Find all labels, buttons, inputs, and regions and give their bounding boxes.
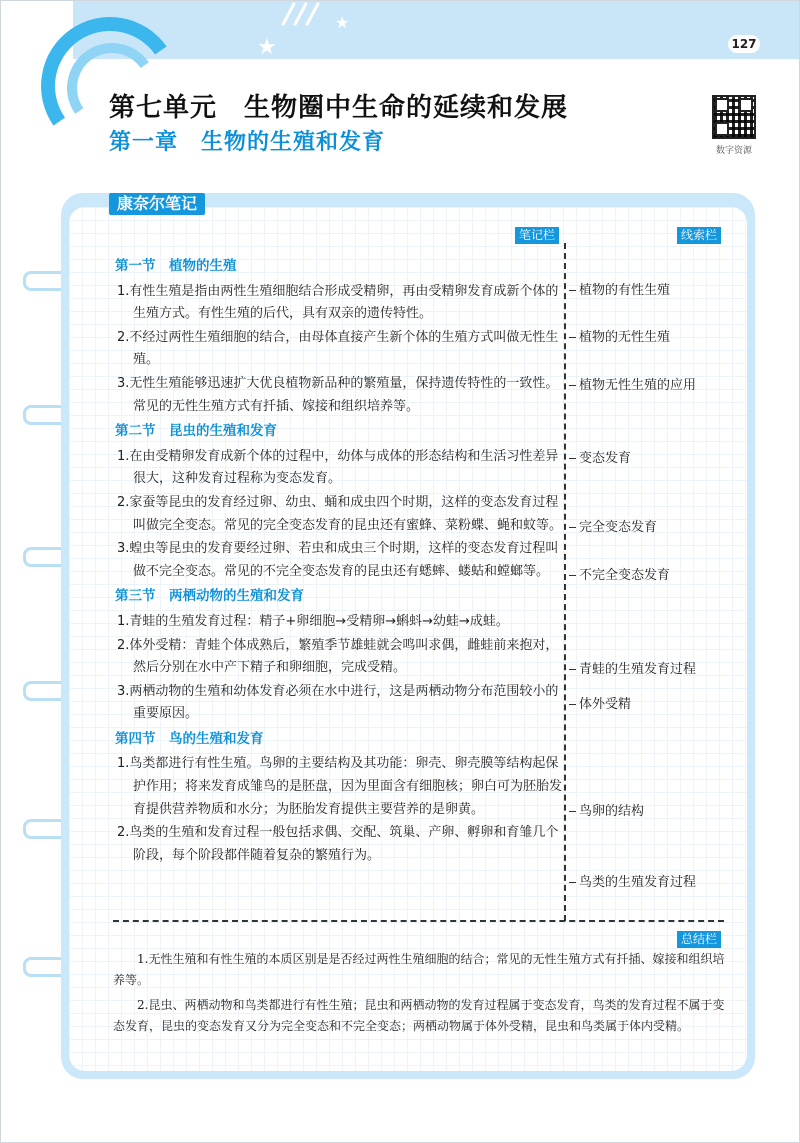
clue-item: 植物的有性生殖: [569, 279, 670, 298]
notes-column: [113, 253, 565, 868]
qr-code-icon[interactable]: [712, 95, 756, 139]
notes-column-label: 笔记栏: [515, 227, 559, 244]
star-icon: ★: [257, 35, 277, 60]
qr-label: 数字资源: [715, 146, 752, 156]
page-number: 127: [728, 35, 760, 53]
note-item: 1.鸟类都进行有性生殖。鸟卵的主要结构及其功能：卵壳、卵壳膜等结构起保护作用；将来发育成雏鸟的是胚盘，因为里面含有细胞核；卵白可为胚胎发育提供营养物质和水分；为胚胎发育提供主要营养的是卵黄。: [117, 756, 563, 817]
note-item: 3.蝗虫等昆虫的发育要经过卵、若虫和成虫三个时期，这样的变态发育过程叫做不完全变态。常见的不完全变态发育的昆虫还有蟋蟀、蝼蛄和螳螂等。: [117, 541, 559, 579]
clue-item: 不完全变态发育: [569, 564, 670, 583]
clue-item: 体外受精: [569, 693, 631, 712]
note-item: 2.体外受精：青蛙个体成熟后，繁殖季节雄蛙就会鸣叫求偶，雌蛙前来抱对，然后分别在水中产下精子和卵细胞，完成受精。: [117, 637, 559, 676]
header-band: [73, 1, 800, 59]
note-item: 2.不经过两性生殖细胞的结合，由母体直接产生新个体的生殖方式叫做无性生殖。: [117, 329, 559, 368]
note-item: 1.有性生殖是指由两性生殖细胞结合形成受精卵，再由受精卵发育成新个体的生殖方式。有性生殖的后代，具有双亲的遗传特性。: [117, 283, 559, 322]
note-item: 2.鸟类的生殖和发育过程一般包括求偶、交配、筑巢、产卵、孵卵和育雏几个阶段，每个阶段都伴随着复杂的繁殖行为。: [117, 825, 559, 863]
clue-item: 植物的无性生殖: [569, 326, 670, 345]
section-title: 第四节 鸟的生殖和发育: [115, 730, 264, 747]
notes-tab: 康奈尔笔记: [109, 193, 205, 215]
section-title: 第三节 两栖动物的生殖和发育: [115, 588, 304, 605]
note-item: 3.无性生殖能够迅速扩大优良植物新品种的繁殖量，保持遗传特性的一致性。常见的无性生殖方式有扦插、嫁接和组织培养等。: [117, 375, 559, 414]
unit-title: 第七单元 生物圈中生命的延续和发展: [109, 93, 569, 123]
chapter-title: 第一章 生物的生殖和发育: [109, 130, 386, 155]
clues-column-label: 线索栏: [677, 227, 721, 244]
clue-item: 鸟类的生殖发育过程: [569, 871, 696, 890]
summary-item: 2.昆虫、两栖动物和鸟类都进行有性生殖；昆虫和两栖动物的发育过程属于变态发育，鸟类的发育过程不属于变态发育，昆虫的变态发育又分为完全变态和不完全变态；两栖动物属于体外受精，昆虫和鸟类属于体内受精。: [113, 998, 725, 1033]
summary-column-label: 总结栏: [677, 931, 721, 948]
summary-divider: [113, 920, 724, 922]
section-title: 第一节 植物的生殖: [115, 258, 237, 274]
clue-item: 植物无性生殖的应用: [569, 374, 696, 393]
clue-item: 鸟卵的结构: [569, 800, 644, 819]
note-item: 2.家蚕等昆虫的发育经过卵、幼虫、蛹和成虫四个时期，这样的变态发育过程叫做完全变态。常见的完全变态发育的昆虫还有蜜蜂、菜粉蝶、蝇和蚊等。: [117, 494, 563, 533]
note-item: 1.在由受精卵发育成新个体的过程中，幼体与成体的形态结构和生活习性差异很大，这种发育过程称为变态发育。: [117, 448, 559, 487]
clue-item: 变态发育: [569, 447, 631, 466]
clue-item: 青蛙的生殖发育过程: [569, 658, 696, 677]
decor-stripe: [305, 2, 320, 26]
section-title: 第二节 昆虫的生殖和发育: [115, 423, 277, 440]
note-item: 1.青蛙的生殖发育过程：精子+卵细胞→受精卵→蝌蚪→幼蛙→成蛙。: [117, 613, 509, 629]
summary-item: 1.无性生殖和有性生殖的本质区别是是否经过两性生殖细胞的结合；常见的无性生殖方式有扦插、嫁接和组织培养等。: [113, 952, 725, 987]
star-icon: ★: [335, 13, 350, 32]
clue-item: 完全变态发育: [569, 516, 657, 535]
summary-column: [113, 949, 725, 1037]
note-item: 3.两栖动物的生殖和幼体发育必须在水中进行，这是两栖动物分布范围较小的重要原因。: [117, 683, 559, 722]
